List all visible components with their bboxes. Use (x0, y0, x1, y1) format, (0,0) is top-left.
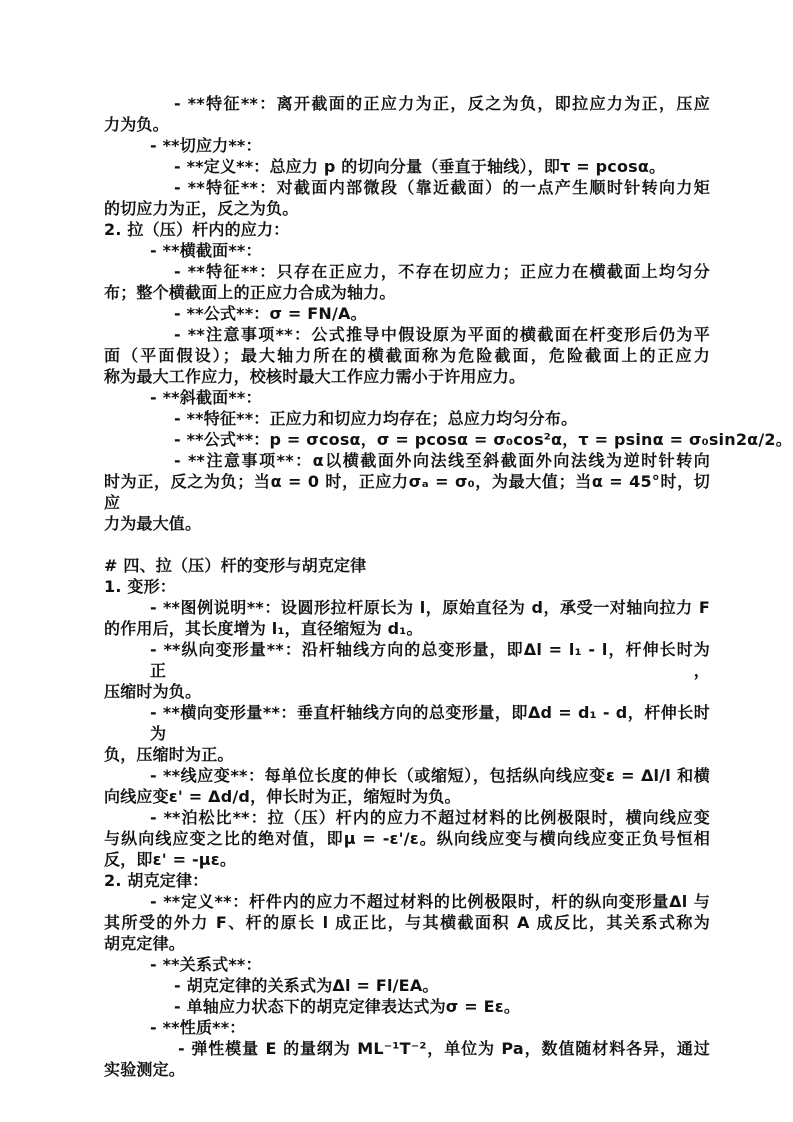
text-line: - **横向变形量**：垂直杆轴线方向的总变形量，即Δd = d₁ - d，杆伸长时为 (150, 703, 710, 743)
text-line: - **公式**：p = σcosα，σ = pcosα = σ₀cos²α，τ = psinα = σ₀sin2α/2。 (174, 430, 792, 449)
text-line: - **关系式**： (150, 955, 262, 974)
text-line: - **泊松比**：拉（压）杆内的应力不超过材料的比例极限时，横向线应变 (150, 808, 710, 827)
text-line: 压缩时为负。 (104, 682, 202, 701)
text-line: - **特征**：只存在正应力，不存在切应力；正应力在横截面上均匀分 (174, 262, 710, 281)
text-line: - **纵向变形量**：沿杆轴线方向的总变形量，即Δl = l₁ - l，杆伸长时为正， (150, 640, 710, 680)
text-line: 的切应力为正，反之为负。 (104, 199, 299, 218)
text-line: 反，即ε' = -με。 (104, 850, 237, 869)
text-line: - 单轴应力状态下的胡克定律表达式为σ = Eε。 (174, 997, 521, 1016)
text-line: - **公式**：σ = FN/A。 (174, 304, 367, 323)
text-line: 胡克定律。 (104, 934, 186, 953)
text-line: - 弹性模量 E 的量纲为 ML⁻¹T⁻²，单位为 Pa，数值随材料各异，通过 (178, 1039, 710, 1058)
text-line: 其所受的外力 F、杆的原长 l 成正比，与其横截面积 A 成反比，其关系式称为 (104, 913, 710, 932)
text-line: 时为正，反之为负；当α = 0 时，正应力σₐ = σ₀，为最大值；当α = 45°时，切应 (104, 472, 710, 512)
text-line: 负，压缩时为正。 (104, 745, 234, 764)
text-line: - **图例说明**：设圆形拉杆原长为 l，原始直径为 d，承受一对轴向拉力 F (150, 598, 710, 617)
text-line: - **定义**：杆件内的应力不超过材料的比例极限时，杆的纵向变形量Δl 与 (150, 892, 710, 911)
text-line: 2. 胡克定律： (104, 871, 209, 890)
text-line: 称为最大工作应力，校核时最大工作应力需小于许用应力。 (104, 367, 526, 386)
text-line: # 四、拉（压）杆的变形与胡克定律 (104, 556, 367, 575)
text-line: - 胡克定律的关系式为Δl = Fl/EA。 (174, 976, 439, 995)
text-line: 1. 变形： (104, 577, 176, 596)
text-line: 布；整个横截面上的正应力合成为轴力。 (104, 283, 396, 302)
text-line: - **特征**：离开截面的正应力为正，反之为负，即拉应力为正，压应 (174, 94, 710, 113)
text-line: 2. 拉（压）杆内的应力： (104, 220, 290, 239)
text-line: 力为最大值。 (104, 514, 202, 533)
text-line: 实验测定。 (104, 1060, 186, 1079)
text-line: 力为负。 (104, 115, 169, 134)
text-line (104, 534, 710, 555)
text-line: - **注意事项**：α以横截面外向法线至斜截面外向法线为逆时针转向 (174, 451, 710, 470)
text-line: 向线应变ε' = Δd/d，伸长时为正，缩短时为负。 (104, 787, 461, 806)
text-line: - **定义**：总应力 p 的切向分量（垂直于轴线），即τ = pcosα。 (174, 157, 666, 176)
text-line: - **特征**：对截面内部微段（靠近截面）的一点产生顺时针转向力矩 (174, 178, 710, 197)
text-line: - **注意事项**：公式推导中假设原为平面的横截面在杆变形后仍为平 (174, 325, 710, 344)
text-line: 面（平面假设）；最大轴力所在的横截面称为危险截面，危险截面上的正应力 (104, 346, 710, 365)
text-line: - **线应变**：每单位长度的伸长（或缩短），包括纵向线应变ε = Δl/l 和横 (150, 766, 710, 785)
text-line: 与纵向线应变之比的绝对值，即μ = -ε'/ε。纵向线应变与横向线应变正负号恒相 (104, 829, 710, 848)
text-line: - **特征**：正应力和切应力均存在；总应力均匀分布。 (174, 409, 578, 428)
text-line: - **斜截面**： (150, 388, 262, 407)
text-line: - **性质**： (150, 1018, 246, 1037)
text-line: - **切应力**： (150, 136, 262, 155)
text-line: - **横截面**： (150, 241, 262, 260)
document-body (104, 93, 792, 1080)
text-line: 的作用后，其长度增为 l₁，直径缩短为 d₁。 (104, 619, 423, 638)
